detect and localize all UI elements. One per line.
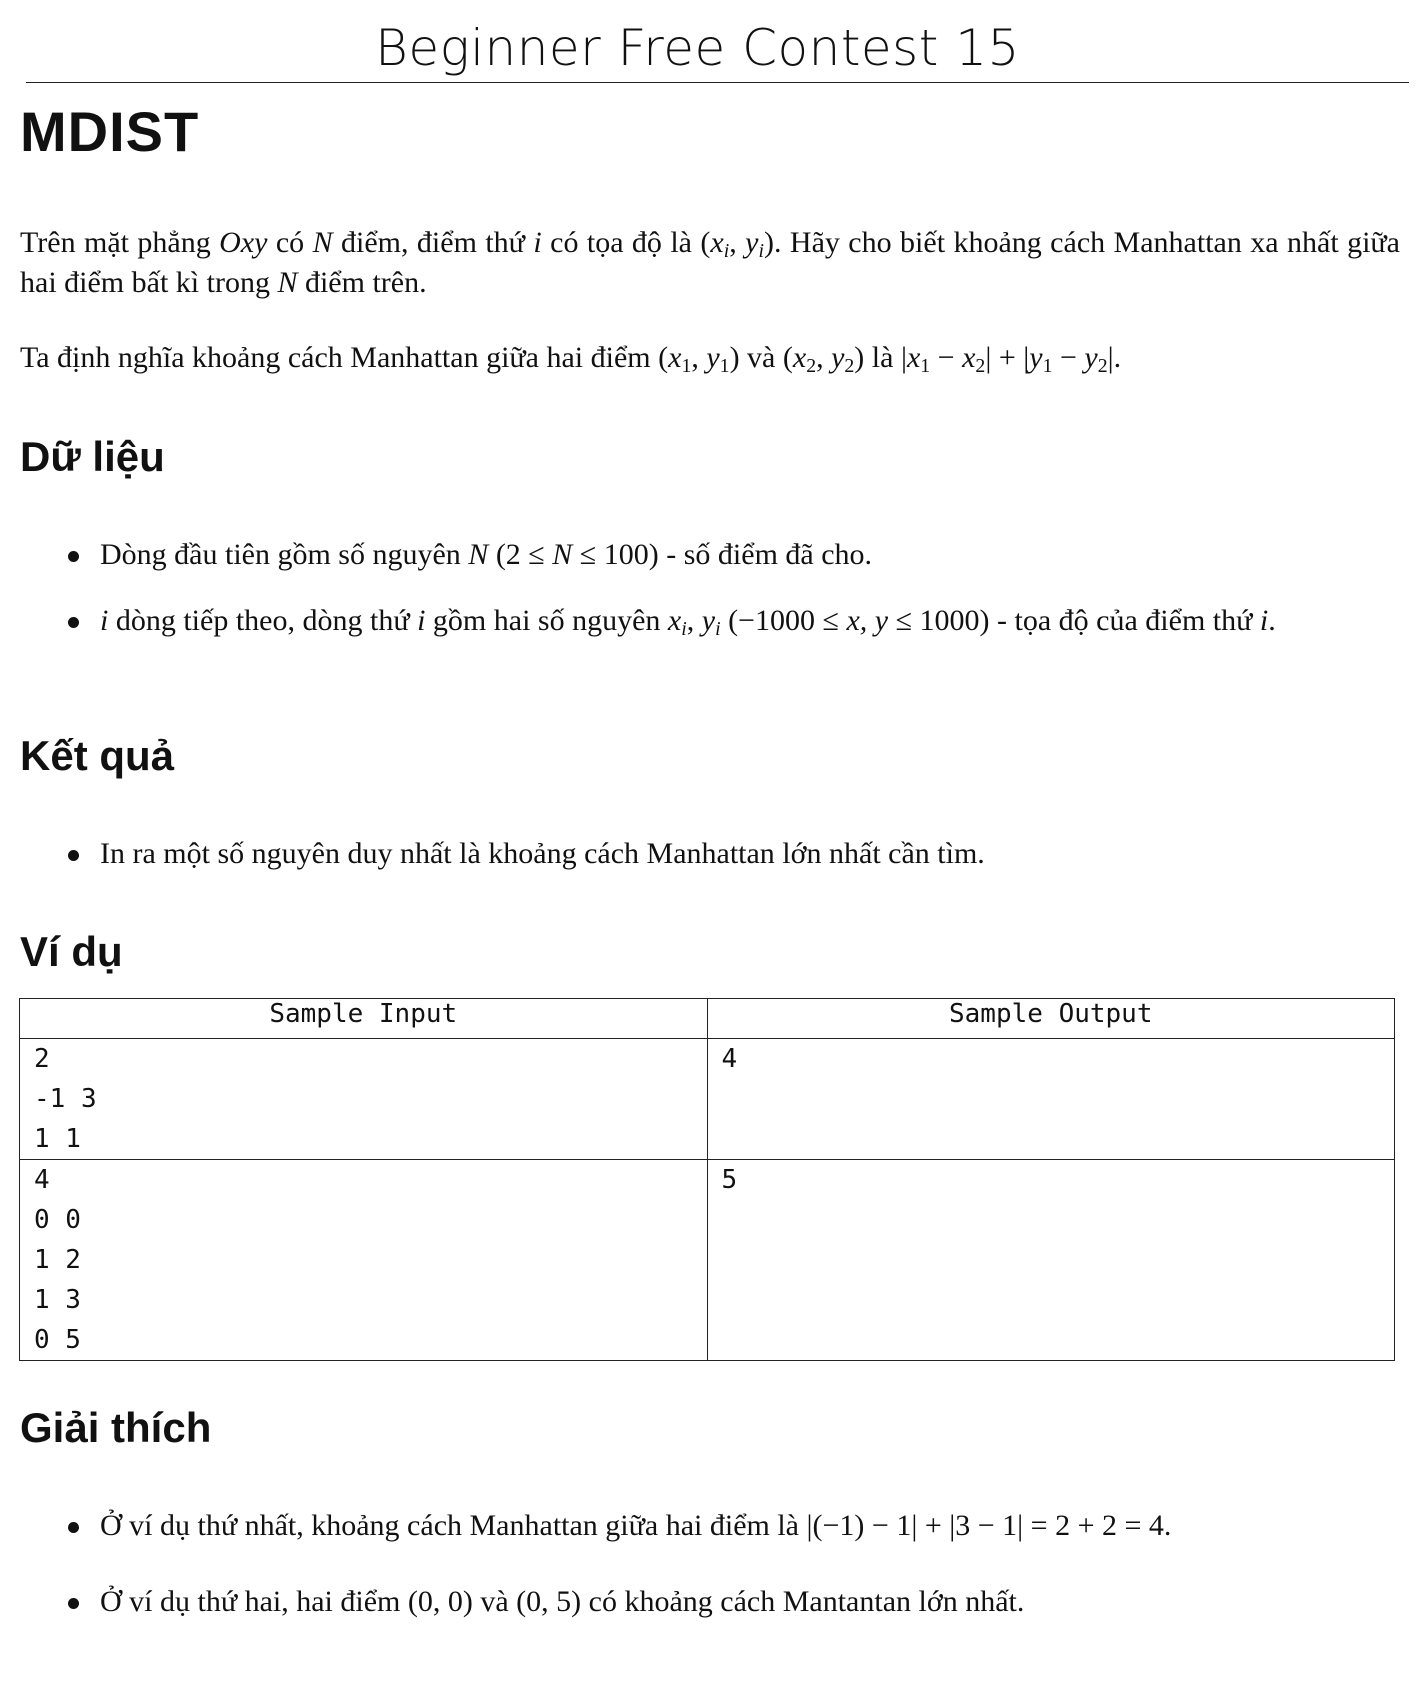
item-text: gồm hai số nguyên: [425, 604, 668, 637]
item-text: Ở ví dụ thứ nhất, khoảng cách Manhattan giữa hai điểm là |(−1) − 1| + |3 − 1| = 2 + 2 = 4.: [100, 1509, 1172, 1542]
samples-table: [19, 998, 1395, 1361]
math-n: N: [312, 226, 333, 259]
math-x: x: [962, 341, 976, 374]
math-y: y: [701, 604, 716, 637]
math-subscript: 2: [806, 354, 817, 377]
math-y: y: [1084, 341, 1098, 374]
definition-text: ,: [816, 341, 832, 374]
item-text: Dòng đầu tiên gồm số nguyên: [100, 538, 469, 571]
math-x: x: [668, 341, 682, 374]
code-line: 0 5: [34, 1325, 81, 1355]
explanation-item: [20, 1584, 1400, 1620]
math-oxy: Oxy: [219, 226, 268, 259]
definition-text: ,: [691, 341, 707, 374]
statement-text: có: [267, 226, 313, 259]
statement-text: ). Hãy cho biết khoảng cách Manhattan xa nhất giữa hai điểm bất kì trong: [20, 226, 1400, 299]
code-line: 1 3: [34, 1285, 81, 1315]
output-item: [20, 836, 1400, 872]
math-i: i: [533, 226, 542, 259]
math-y: y: [706, 341, 720, 374]
code-line: -1 3: [34, 1084, 97, 1114]
math-subscript: i: [681, 617, 687, 640]
math-y: y: [831, 341, 845, 374]
math-subscript: 1: [1042, 354, 1053, 377]
statement-text: điểm, điểm thứ: [332, 226, 534, 259]
statement-text: ,: [729, 226, 746, 259]
bullet-icon: [68, 1522, 79, 1533]
math-y: y: [1029, 341, 1043, 374]
math-subscript: 2: [975, 354, 986, 377]
input-item: [20, 537, 1400, 573]
math-subscript: i: [723, 239, 730, 262]
definition-text: −: [1052, 341, 1085, 374]
code-line: 1 1: [34, 1124, 81, 1154]
definition-text: |.: [1107, 341, 1122, 374]
definition-text: ) là |: [854, 341, 907, 374]
explanation-item: [20, 1508, 1400, 1544]
statement-text: Trên mặt phẳng: [20, 226, 220, 259]
sample-output-cell: [707, 1160, 1395, 1361]
input-list: [20, 537, 1400, 639]
samples-header-row: [20, 999, 1395, 1039]
item-text: (2 ≤: [488, 538, 553, 571]
math-subscript: 1: [681, 354, 692, 377]
item-text: Ở ví dụ thứ hai, hai điểm (0, 0) và (0, 5) có khoảng cách Mantantan lớn nhất.: [100, 1585, 1025, 1618]
code-line: 5: [721, 1165, 738, 1195]
definition-text: ) và (: [729, 341, 793, 374]
statement-text: điểm trên.: [297, 266, 427, 299]
math-xy: x, y: [846, 604, 889, 637]
examples-heading: Ví dụ: [20, 928, 123, 975]
input-item: [20, 603, 1400, 639]
bullet-icon: [68, 617, 79, 628]
bullet-icon: [68, 551, 79, 562]
contest-header: Beginner Free Contest 15: [375, 19, 1020, 77]
item-text: ,: [686, 604, 702, 637]
output-heading: Kết quả: [20, 732, 175, 779]
input-heading: Dữ liệu: [20, 433, 165, 480]
math-y: y: [745, 226, 759, 259]
math-subscript: 2: [1097, 354, 1108, 377]
math-n: N: [468, 538, 489, 571]
math-subscript: i: [715, 617, 721, 640]
code-line: 4: [34, 1165, 50, 1195]
sample-input-cell: [20, 1160, 708, 1361]
sample-input-header: Sample Input: [20, 999, 708, 1039]
math-i: i: [100, 604, 109, 637]
math-i: i: [417, 604, 426, 637]
sample-row: [20, 1039, 1395, 1160]
bullet-icon: [68, 850, 79, 861]
header-rule: [26, 82, 1409, 83]
statement-text: có tọa độ là (: [541, 226, 711, 259]
definition-text: −: [930, 341, 963, 374]
item-text: dòng tiếp theo, dòng thứ: [108, 604, 418, 637]
code-line: 1 2: [34, 1245, 81, 1275]
sample-row: [20, 1160, 1395, 1361]
output-list: [20, 836, 1400, 872]
explanation-heading: Giải thích: [20, 1404, 212, 1451]
bullet-icon: [68, 1598, 79, 1609]
math-x: x: [710, 226, 724, 259]
definition-paragraph: [20, 338, 1400, 378]
math-subscript: 1: [920, 354, 931, 377]
math-i: i: [1259, 604, 1269, 637]
item-text: ≤ 1000) - tọa độ của điểm thứ: [888, 604, 1260, 637]
item-text: .: [1268, 604, 1276, 637]
math-subscript: 1: [719, 354, 730, 377]
math-subscript: i: [758, 239, 764, 262]
item-text: In ra một số nguyên duy nhất là khoảng cách Manhattan lớn nhất cần tìm.: [100, 837, 985, 870]
definition-text: Ta định nghĩa khoảng cách Manhattan giữa hai điểm (: [20, 341, 669, 374]
sample-input-cell: [20, 1039, 708, 1160]
problem-title: MDIST: [20, 100, 200, 163]
math-x: x: [792, 341, 807, 374]
math-x: x: [906, 341, 921, 374]
code-line: 0 0: [34, 1205, 81, 1235]
code-line: 2: [34, 1044, 50, 1074]
math-n: N: [552, 538, 573, 571]
definition-text: | + |: [985, 341, 1030, 374]
item-text: (−1000 ≤: [720, 604, 847, 637]
sample-output-header: Sample Output: [707, 999, 1395, 1039]
code-line: 4: [721, 1044, 738, 1074]
math-subscript: 2: [844, 354, 855, 377]
sample-output-cell: [707, 1039, 1395, 1160]
math-x: x: [667, 604, 682, 637]
math-n: N: [277, 266, 298, 299]
item-text: ≤ 100) - số điểm đã cho.: [572, 538, 873, 571]
statement-paragraph: [20, 223, 1400, 303]
explanation-list: [20, 1508, 1400, 1620]
